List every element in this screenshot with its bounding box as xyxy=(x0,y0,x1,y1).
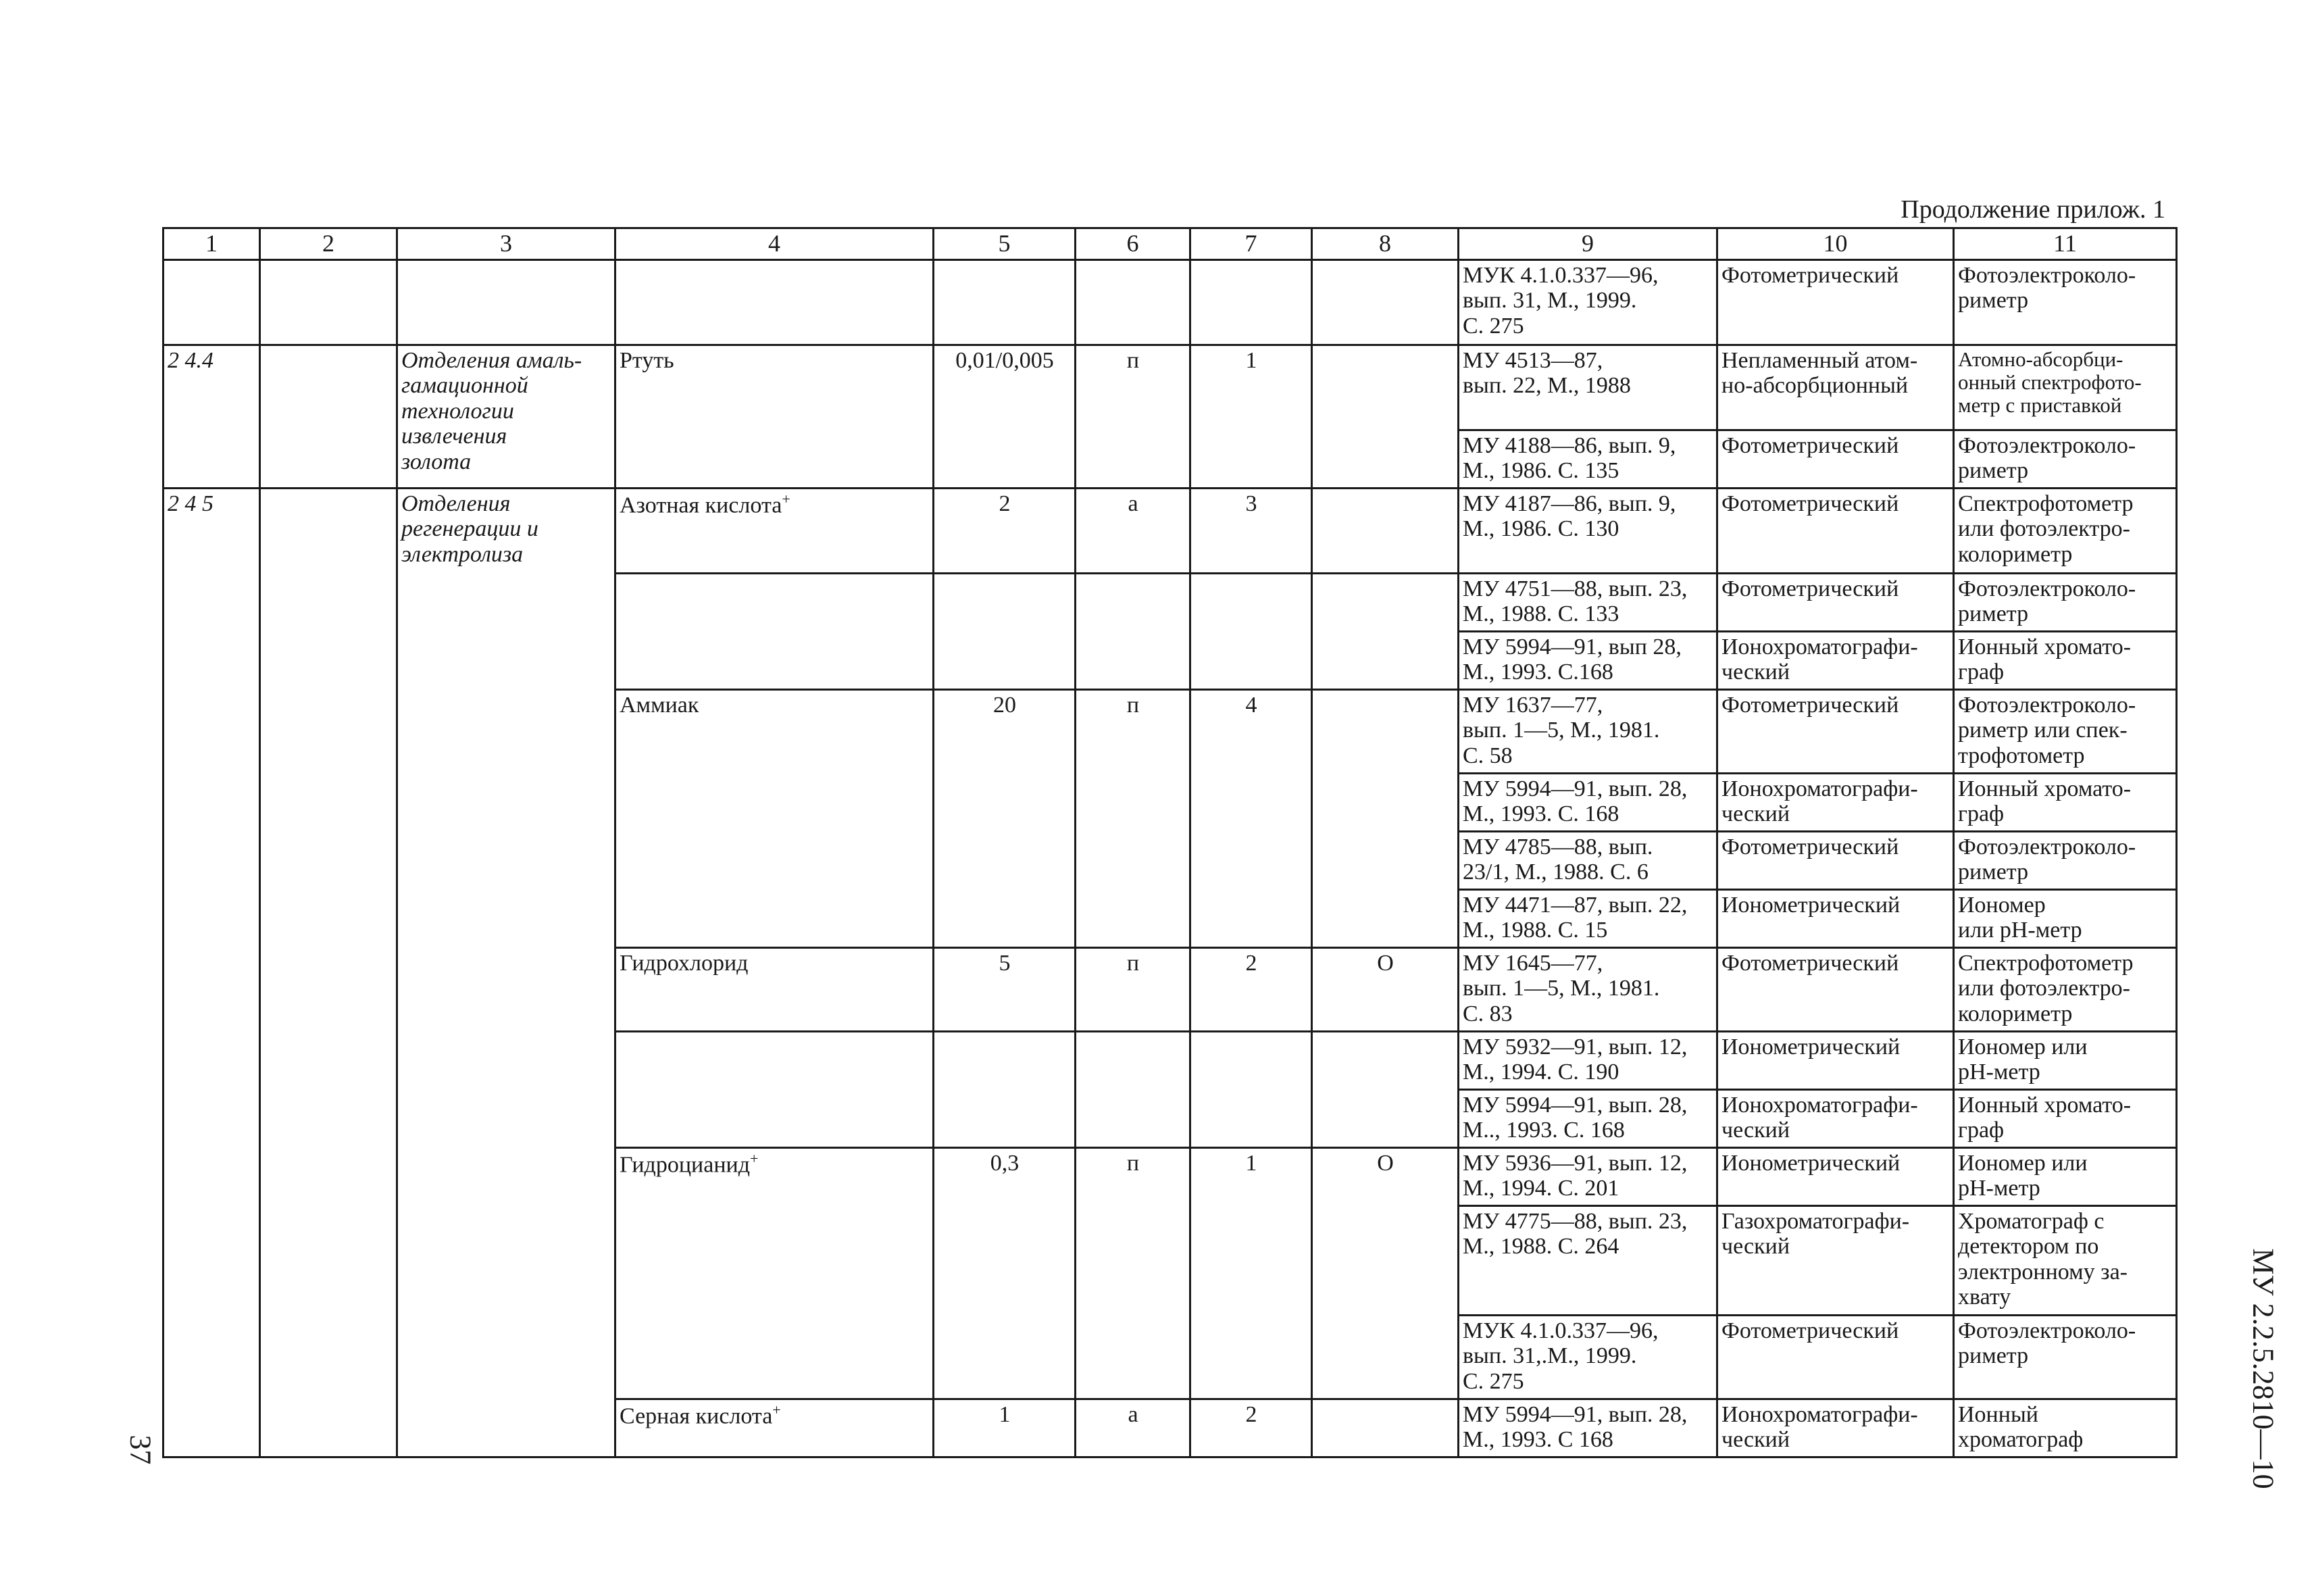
note-cell: О xyxy=(1312,1148,1459,1399)
device-cell: Атомно-абсорбци- онный спектрофото- метр с приставкой xyxy=(1954,345,2177,430)
method-type-cell: Фотометрический xyxy=(1717,574,1954,632)
hazard-class-cell: 2 xyxy=(1190,1399,1312,1457)
substance-cell: Ртуть xyxy=(615,345,934,489)
workplace-cell: Отделения амаль- гамационной технологии извлечения золота xyxy=(397,345,615,489)
method-doc-cell: МУ 4471—87, вып. 22, М., 1988. С. 15 xyxy=(1459,890,1717,948)
method-type-cell: Ионохроматографи- ческий xyxy=(1717,632,1954,690)
device-cell: Фотоэлектроколо- риметр xyxy=(1954,832,2177,890)
cell-empty xyxy=(1312,345,1459,489)
cell-empty xyxy=(260,489,397,1457)
device-cell: Ионный хромато- граф xyxy=(1954,774,2177,832)
device-cell: Ионный хромато- граф xyxy=(1954,1090,2177,1148)
note-cell: О xyxy=(1312,948,1459,1032)
method-type-cell: Фотометрический xyxy=(1717,948,1954,1032)
cell-empty xyxy=(1190,574,1312,690)
substance-mark: + xyxy=(782,491,790,507)
device-cell: Фотоэлектроколо- риметр xyxy=(1954,1316,2177,1399)
concentration-cell: 0,3 xyxy=(934,1148,1076,1399)
device-cell: Фотоэлектроколо- риметр или спек- трофотометр xyxy=(1954,690,2177,774)
method-type-cell: Ионохроматографи- ческий xyxy=(1717,1090,1954,1148)
hazard-class-cell: 3 xyxy=(1190,489,1312,574)
column-number: 9 xyxy=(1459,228,1717,260)
column-number: 8 xyxy=(1312,228,1459,260)
device-cell: Ионный хромато- граф xyxy=(1954,632,2177,690)
table-row xyxy=(164,489,2177,574)
substance-mark: + xyxy=(750,1150,759,1167)
method-type-cell: Газохроматографи- ческий xyxy=(1717,1206,1954,1316)
hazard-class-cell: 4 xyxy=(1190,690,1312,948)
substance-cell xyxy=(615,1399,934,1457)
method-doc-cell: МУК 4.1.0.337—96, вып. 31, М., 1999. С. 275 xyxy=(1459,260,1717,345)
device-cell: Фотоэлектроколо- риметр xyxy=(1954,574,2177,632)
device-cell: Иономер или pH-метр xyxy=(1954,1148,2177,1206)
hazard-class-cell: 1 xyxy=(1190,1148,1312,1399)
method-doc-cell: МУ 5994—91, вып. 28, М., 1993. С 168 xyxy=(1459,1399,1717,1457)
column-number: 1 xyxy=(164,228,260,260)
substance-cell xyxy=(615,489,934,574)
cell-empty xyxy=(1312,489,1459,574)
section-number-cell: 2 4 5 xyxy=(164,489,260,1457)
table-caption: Продолжение прилож. 1 xyxy=(1901,195,2165,224)
document-reference: МУ 2.2.5.2810—10 xyxy=(2246,1248,2280,1489)
state-cell: а xyxy=(1076,1399,1190,1457)
cell-empty xyxy=(1076,1032,1190,1148)
cell-empty xyxy=(934,1032,1076,1148)
substance-mark: + xyxy=(772,1401,781,1418)
section-number-cell: 2 4.4 xyxy=(164,345,260,489)
method-type-cell: Фотометрический xyxy=(1717,260,1954,345)
column-number: 6 xyxy=(1076,228,1190,260)
method-doc-cell: МУ 1645—77, вып. 1—5, М., 1981. С. 83 xyxy=(1459,948,1717,1032)
method-doc-cell: МУ 4513—87, вып. 22, М., 1988 xyxy=(1459,345,1717,430)
table-row xyxy=(164,345,2177,430)
cell-empty xyxy=(1190,260,1312,345)
method-doc-cell: МУ 5994—91, вып. 28, М., 1993. С. 168 xyxy=(1459,774,1717,832)
method-doc-cell: МУ 1637—77, вып. 1—5, М., 1981. С. 58 xyxy=(1459,690,1717,774)
method-doc-cell: МУ 4188—86, вып. 9, М., 1986. С. 135 xyxy=(1459,430,1717,489)
method-doc-cell: МУ 4775—88, вып. 23, М., 1988. С. 264 xyxy=(1459,1206,1717,1316)
hazard-class-cell: 2 xyxy=(1190,948,1312,1032)
column-number: 3 xyxy=(397,228,615,260)
substance-cell: Гидрохлорид xyxy=(615,948,934,1032)
method-doc-cell: МУ 5932—91, вып. 12, М., 1994. С. 190 xyxy=(1459,1032,1717,1090)
cell-empty xyxy=(1312,1032,1459,1148)
substance-name: Гидроцианид xyxy=(620,1152,751,1178)
column-number: 2 xyxy=(260,228,397,260)
hazard-class-cell: 1 xyxy=(1190,345,1312,489)
column-number: 11 xyxy=(1954,228,2177,260)
state-cell: п xyxy=(1076,690,1190,948)
method-type-cell: Фотометрический xyxy=(1717,832,1954,890)
method-type-cell: Ионометрический xyxy=(1717,1032,1954,1090)
method-doc-cell: МУ 4785—88, вып. 23/1, М., 1988. С. 6 xyxy=(1459,832,1717,890)
method-type-cell: Фотометрический xyxy=(1717,1316,1954,1399)
cell-empty xyxy=(1076,574,1190,690)
cell-empty xyxy=(164,260,260,345)
state-cell: п xyxy=(1076,1148,1190,1399)
device-cell: Хроматограф с детектором по электронному за- хвату xyxy=(1954,1206,2177,1316)
substance-cell: Аммиак xyxy=(615,690,934,948)
cell-empty xyxy=(1312,690,1459,948)
cell-empty xyxy=(934,260,1076,345)
concentration-cell: 1 xyxy=(934,1399,1076,1457)
column-number-row xyxy=(164,228,2177,260)
state-cell: а xyxy=(1076,489,1190,574)
concentration-cell: 5 xyxy=(934,948,1076,1032)
method-type-cell: Непламенный атом- но-абсорбционный xyxy=(1717,345,1954,430)
cell-empty xyxy=(615,1032,934,1148)
cell-empty xyxy=(615,260,934,345)
method-type-cell: Ионометрический xyxy=(1717,1148,1954,1206)
method-type-cell: Ионометрический xyxy=(1717,890,1954,948)
method-type-cell: Фотометрический xyxy=(1717,489,1954,574)
column-number: 10 xyxy=(1717,228,1954,260)
device-cell: Ионный хроматограф xyxy=(1954,1399,2177,1457)
page-number: 37 xyxy=(124,1435,157,1465)
cell-empty xyxy=(260,345,397,489)
cell-empty xyxy=(615,574,934,690)
concentration-cell: 2 xyxy=(934,489,1076,574)
method-type-cell: Фотометрический xyxy=(1717,690,1954,774)
method-doc-cell: МУ 5994—91, вып 28, М., 1993. С.168 xyxy=(1459,632,1717,690)
device-cell: Фотоэлектроколо- риметр xyxy=(1954,260,2177,345)
cell-empty xyxy=(397,260,615,345)
method-doc-cell: МУ 4751—88, вып. 23, М., 1988. С. 133 xyxy=(1459,574,1717,632)
cell-empty xyxy=(1312,1399,1459,1457)
state-cell: п xyxy=(1076,345,1190,489)
cell-empty xyxy=(1312,574,1459,690)
workplace-cell: Отделения регенерации и электролиза xyxy=(397,489,615,1457)
cell-empty xyxy=(1076,260,1190,345)
cell-empty xyxy=(260,260,397,345)
method-doc-cell: МУ 5936—91, вып. 12, М., 1994. С. 201 xyxy=(1459,1148,1717,1206)
device-cell: Спектрофотометр или фотоэлектро- колориметр xyxy=(1954,489,2177,574)
method-doc-cell: МУ 4187—86, вып. 9, М., 1986. С. 130 xyxy=(1459,489,1717,574)
cell-empty xyxy=(934,574,1076,690)
device-cell: Иономер или pH-метр xyxy=(1954,1032,2177,1090)
device-cell: Фотоэлектроколо- риметр xyxy=(1954,430,2177,489)
substance-cell xyxy=(615,1148,934,1399)
device-cell: Спектрофотометр или фотоэлектро- колориметр xyxy=(1954,948,2177,1032)
method-doc-cell: МУ 5994—91, вып. 28, М.., 1993. С. 168 xyxy=(1459,1090,1717,1148)
cell-empty xyxy=(1312,260,1459,345)
column-number: 4 xyxy=(615,228,934,260)
method-doc-cell: МУК 4.1.0.337—96, вып. 31,.М., 1999. С. 275 xyxy=(1459,1316,1717,1399)
substance-name: Азотная кислота xyxy=(620,493,782,518)
column-number: 7 xyxy=(1190,228,1312,260)
concentration-cell: 20 xyxy=(934,690,1076,948)
method-type-cell: Фотометрический xyxy=(1717,430,1954,489)
device-cell: Иономер или pH-метр xyxy=(1954,890,2177,948)
substance-name: Серная кислота xyxy=(620,1403,773,1429)
table-row xyxy=(164,260,2177,345)
methods-table xyxy=(162,227,2178,1458)
concentration-cell: 0,01/0,005 xyxy=(934,345,1076,489)
state-cell: п xyxy=(1076,948,1190,1032)
cell-empty xyxy=(1190,1032,1312,1148)
method-type-cell: Ионохроматографи- ческий xyxy=(1717,774,1954,832)
column-number: 5 xyxy=(934,228,1076,260)
method-type-cell: Ионохроматографи- ческий xyxy=(1717,1399,1954,1457)
